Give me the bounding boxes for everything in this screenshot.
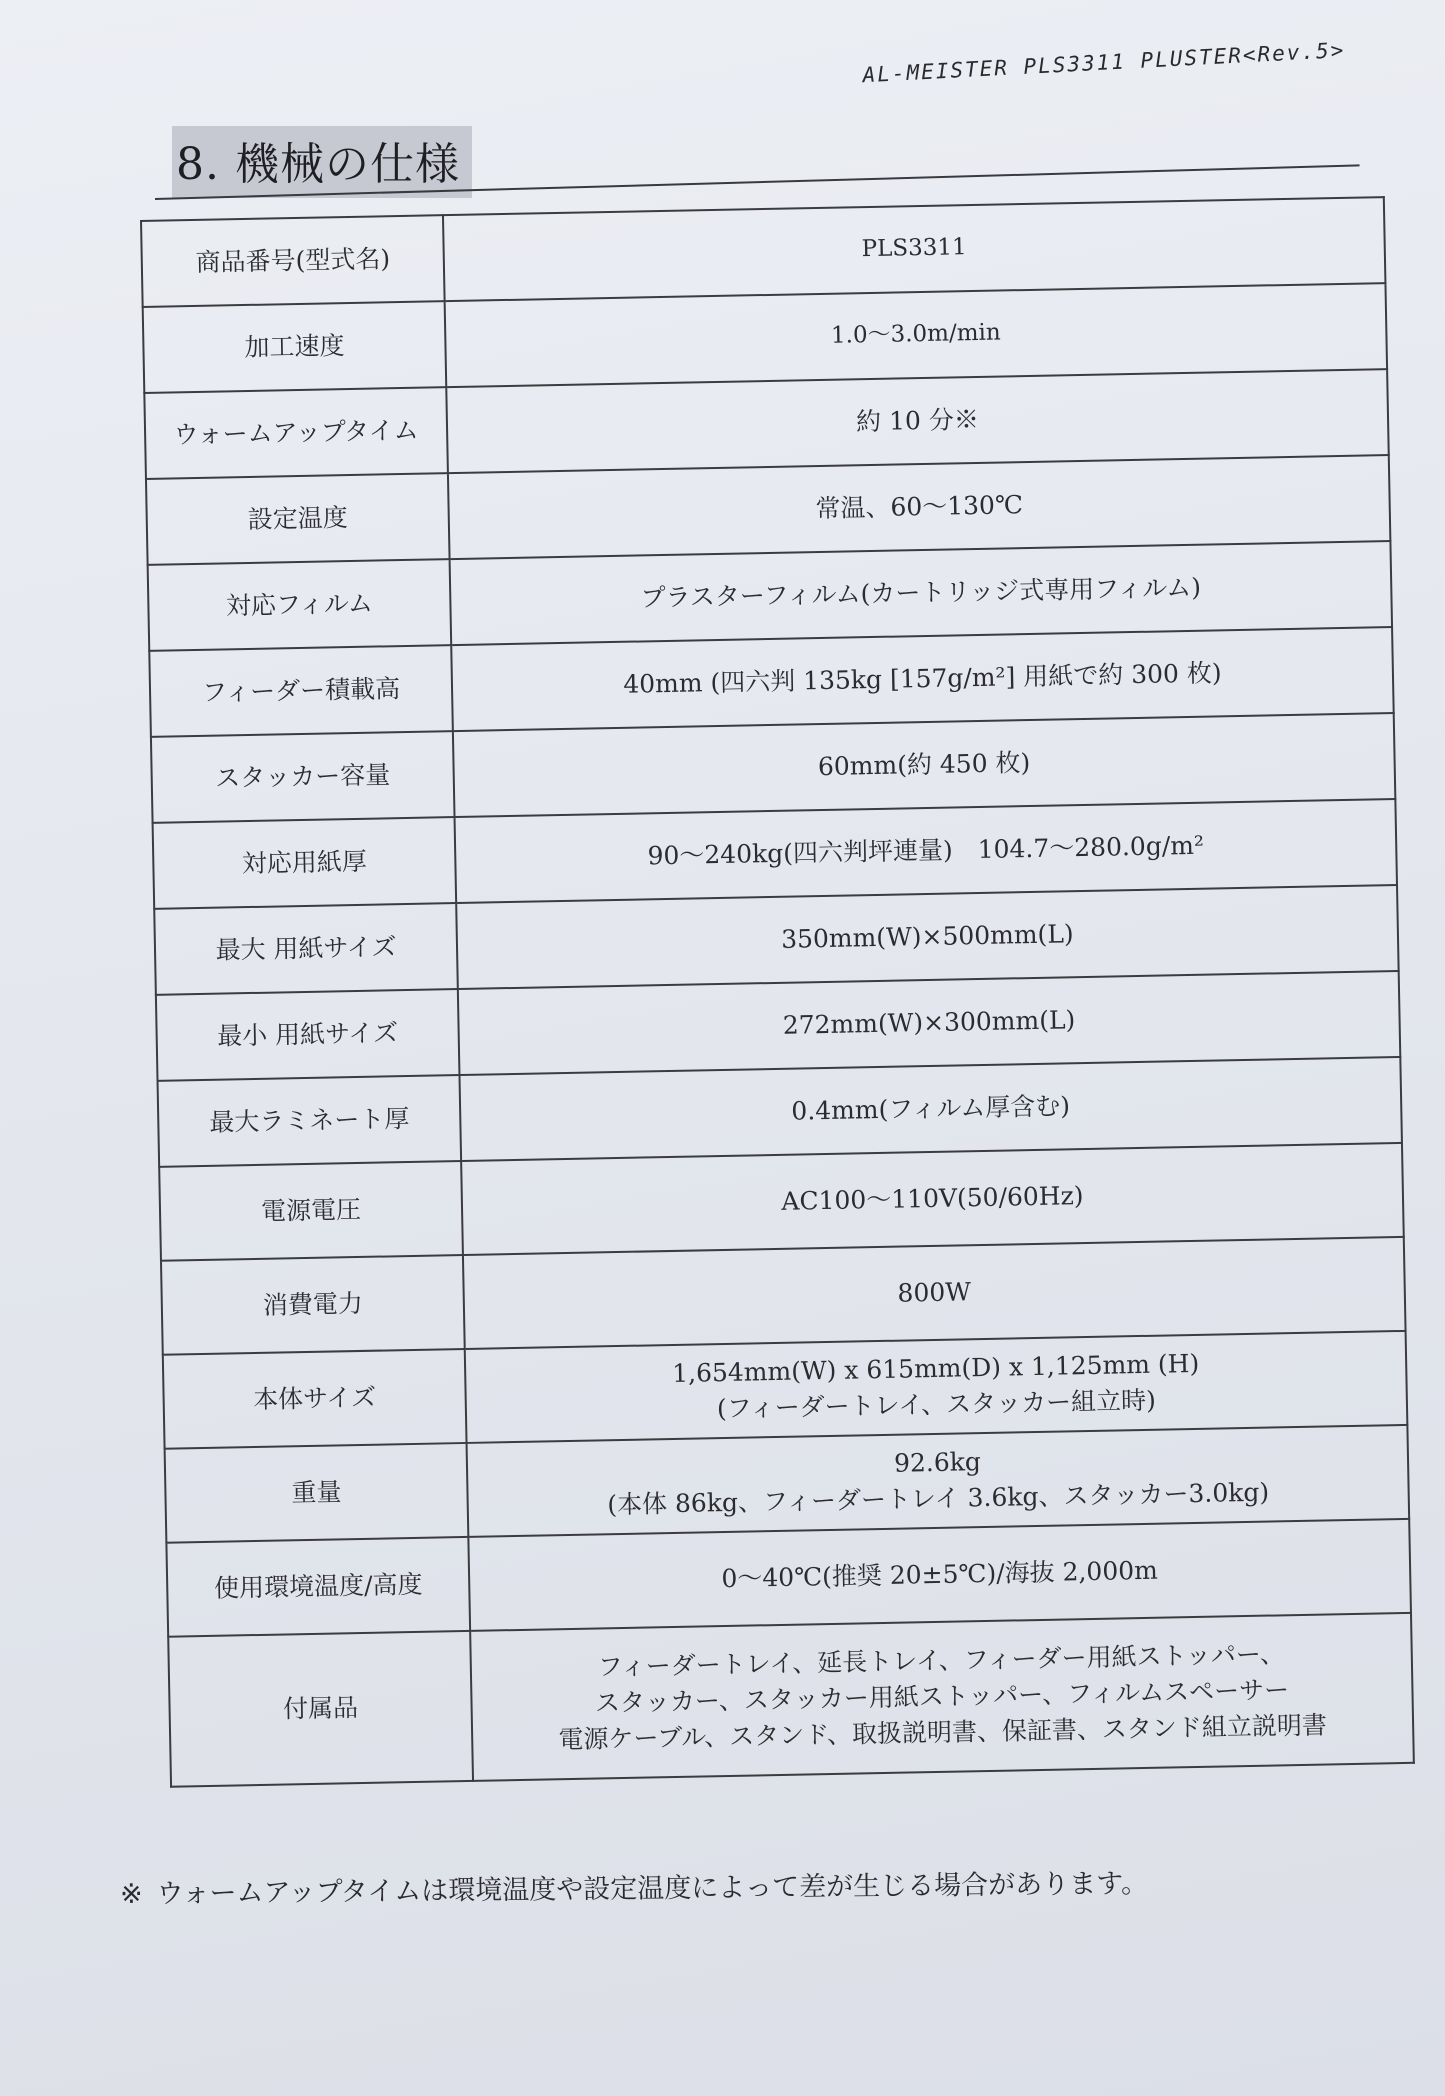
spec-value-line: 1,654mm(W) x 615mm(D) x 1,125mm (H) — [671, 1348, 1200, 1388]
spec-label: 最小 用紙サイズ — [156, 989, 460, 1081]
spec-label: 最大 用紙サイズ — [154, 903, 458, 995]
spec-label: 対応フィルム — [148, 559, 452, 651]
spec-label: フィーダー積載高 — [149, 645, 453, 737]
spec-value-line: 350mm(W)×500mm(L) — [780, 919, 1074, 954]
spec-value-line: 40mm (四六判 135kg [157g/m²] 用紙で約 300 枚) — [623, 658, 1222, 699]
spec-value — [463, 1237, 1406, 1349]
spec-value-line: 800W — [897, 1277, 972, 1308]
spec-value-line: (本体 86kg、フィーダートレイ 3.6kg、スタッカー3.0kg) — [607, 1477, 1270, 1520]
spec-value — [470, 1613, 1414, 1781]
spec-value-line: PLS3311 — [861, 234, 967, 263]
spec-label: ウォームアップタイム — [144, 387, 448, 479]
spec-value-line: 60mm(約 450 枚) — [817, 747, 1031, 781]
document-header: AL-MEISTER PLS3311 PLUSTER<Rev.5> — [861, 38, 1346, 88]
spec-label: 加工速度 — [143, 301, 447, 393]
spec-value-line: 0～40℃(推奨 20±5℃)/海抜 2,000m — [721, 1555, 1159, 1593]
spec-label: 対応用紙厚 — [153, 817, 457, 909]
spec-label: 付属品 — [168, 1631, 473, 1787]
spec-label: 最大ラミネート厚 — [158, 1075, 462, 1167]
spec-table — [140, 196, 1415, 1788]
footnote-text: ウォームアップタイムは環境温度や設定温度によって差が生じる場合があります。 — [156, 1868, 1149, 1910]
spec-value — [465, 1331, 1408, 1443]
spec-label: 本体サイズ — [163, 1349, 467, 1449]
spec-value-line: フィーダートレイ、延長トレイ、フィーダー用紙ストッパー、 — [597, 1638, 1286, 1682]
spec-value-line: 272mm(W)×300mm(L) — [782, 1005, 1076, 1040]
spec-label: 消費電力 — [161, 1255, 465, 1355]
spec-label: 使用環境温度/高度 — [166, 1537, 470, 1637]
spec-label: 商品番号(型式名) — [141, 215, 445, 307]
spec-label: スタッカー容量 — [151, 731, 455, 823]
spec-value-line: 1.0～3.0m/min — [830, 319, 1001, 350]
spec-value-line: AC100～110V(50/60Hz) — [781, 1180, 1084, 1216]
spec-value-line: 約 10 分※ — [855, 404, 980, 437]
spec-value-line: (フィーダートレイ、スタッカー組立時) — [716, 1385, 1157, 1424]
spec-value-line: 常温、60～130℃ — [815, 489, 1024, 523]
spec-label: 設定温度 — [146, 473, 450, 565]
footnote — [120, 1861, 1148, 1911]
spec-value-line: プラスターフィルム(カートリッジ式専用フィルム) — [640, 572, 1202, 613]
spec-value — [467, 1425, 1410, 1537]
spec-value-line: 92.6kg — [893, 1446, 982, 1478]
spec-label: 電源電圧 — [159, 1161, 463, 1261]
footnote-mark: ※ — [119, 1878, 143, 1910]
section-title: 8. 機械の仕様 — [172, 126, 472, 198]
spec-value-line: スタッカー、スタッカー用紙ストッパー、フィルムスペーサー — [594, 1675, 1290, 1718]
spec-value-line: 電源ケーブル、スタンド、取扱説明書、保証書、スタンド組立説明書 — [558, 1710, 1328, 1755]
spec-value-line: 0.4mm(フィルム厚含む) — [791, 1091, 1071, 1126]
spec-row-accessories — [168, 1613, 1414, 1787]
spec-value — [461, 1143, 1404, 1255]
spec-value-line: 90～240kg(四六判坪連量) 104.7～280.0g/m² — [647, 830, 1205, 871]
spec-label: 重量 — [165, 1443, 469, 1543]
spec-value — [468, 1519, 1411, 1631]
